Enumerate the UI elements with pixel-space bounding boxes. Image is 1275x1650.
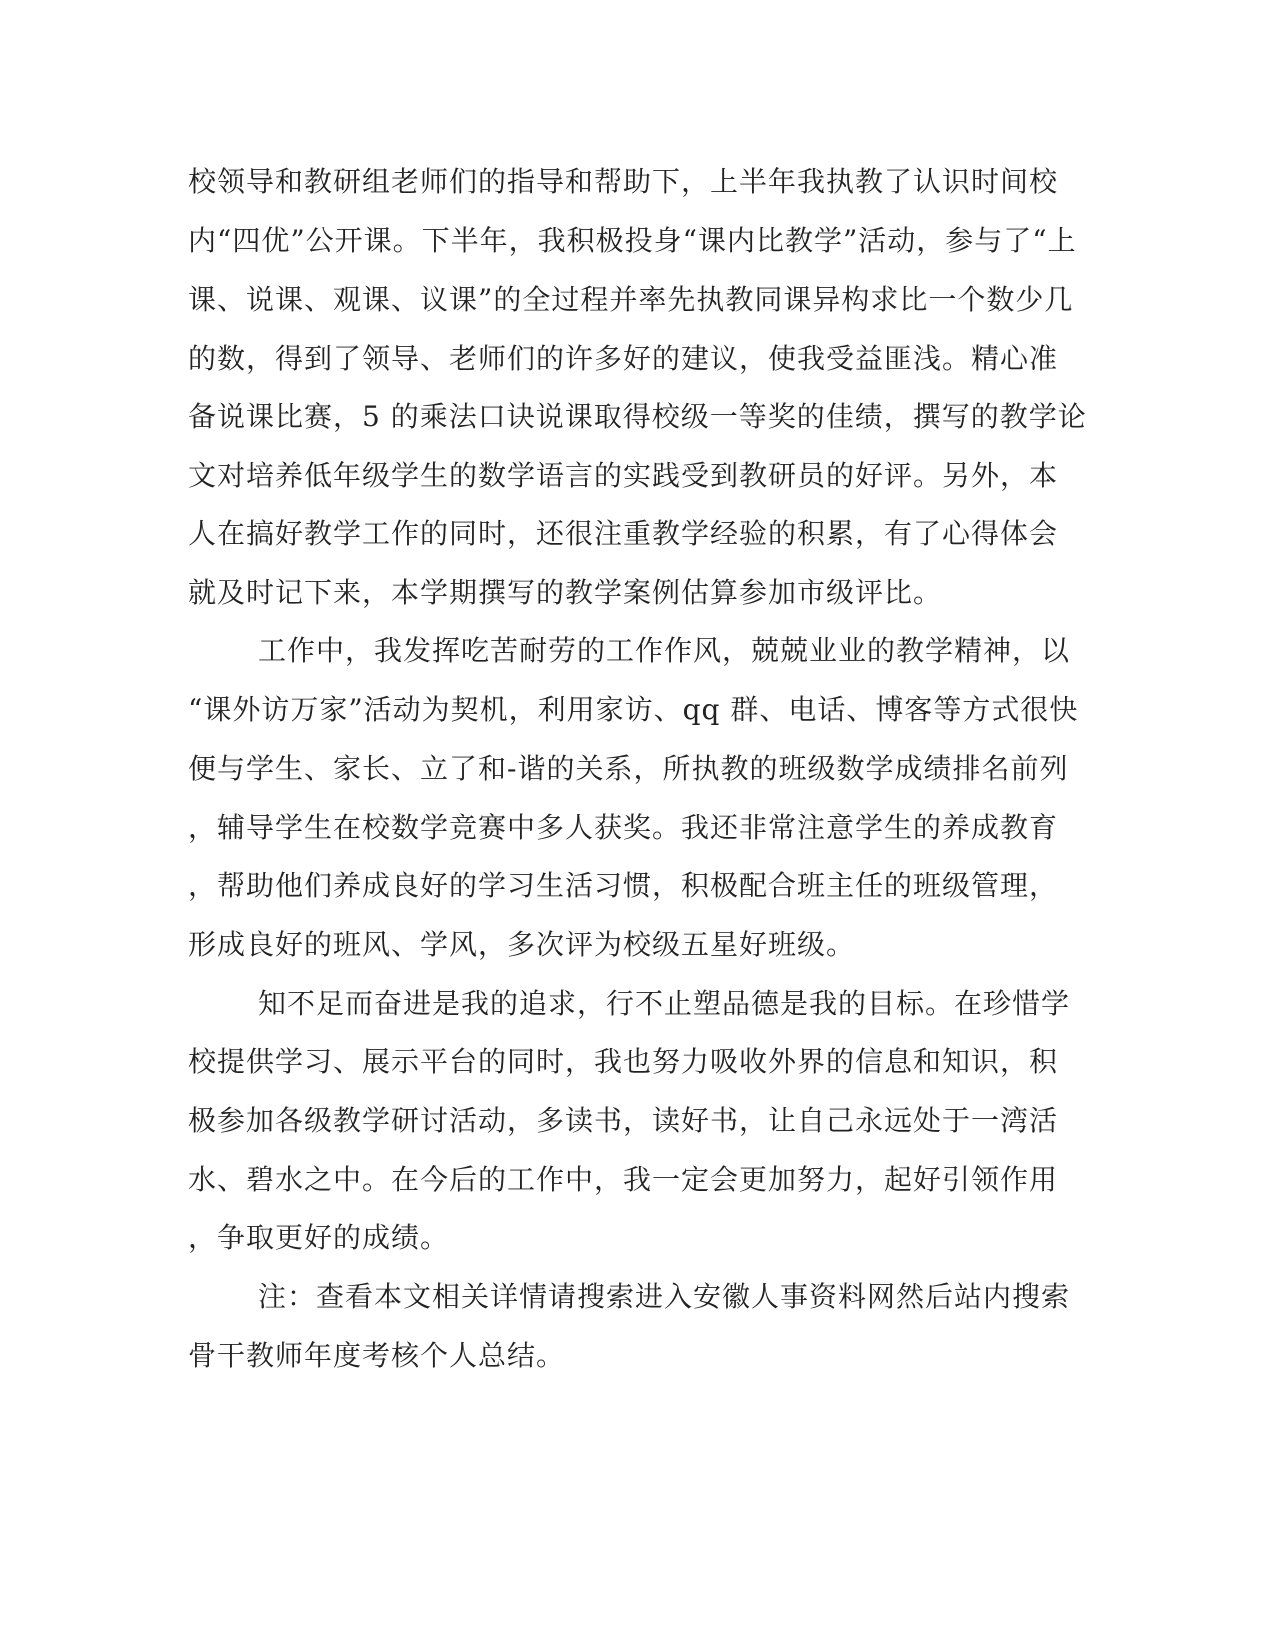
paragraph-1-line-1: 校领导和教研组老师们的指导和帮助下，上半年我执教了认识时间校 [188,165,1059,198]
paragraph-4-line-2: 骨干教师年度考核个人总结。 [188,1339,566,1372]
paragraph-2-line-6: 形成良好的班风、学风，多次评为校级五星好班级。 [188,928,856,961]
paragraph-2-line-1: 工作中，我发挥吃苦耐劳的工作作风，兢兢业业的教学精神，以 [258,634,1071,667]
paragraph-2-line-2: “课外访万家”活动为契机，利用家访、qq 群、电话、博客等方式很快 [188,693,1079,726]
paragraph-1-line-8: 就及时记下来，本学期撰写的教学案例估算参加市级评比。 [188,576,943,609]
paragraph-1-line-7: 人在搞好教学工作的同时，还很注重教学经验的积累，有了心得体会 [188,517,1059,550]
paragraph-3-line-4: 水、碧水之中。在今后的工作中，我一定会更加努力，起好引领作用 [188,1163,1059,1196]
paragraph-4-line-1: 注：查看本文相关详情请搜索进入安徽人事资料网然后站内搜索 [258,1280,1071,1313]
paragraph-2-line-4: ，辅导学生在校数学竞赛中多人获奖。我还非常注意学生的养成教育 [188,811,1059,844]
paragraph-1-line-2: 内“四优”公开课。下半年，我积极投身“课内比教学”活动，参与了“上 [188,224,1077,257]
paragraph-3-line-1: 知不足而奋进是我的追求，行不止塑品德是我的目标。在珍惜学 [258,987,1071,1020]
paragraph-1-line-4: 的数，得到了领导、老师们的许多好的建议，使我受益匪浅。精心准 [188,342,1059,375]
paragraph-2-line-3: 便与学生、家长、立了和-谐的关系，所执教的班级数学成绩排名前列 [188,752,1069,785]
paragraph-3-line-3: 极参加各级教学研讨活动，多读书，读好书，让自己永远处于一湾活 [188,1104,1059,1137]
paragraph-1-line-3: 课、说课、观课、议课”的全过程并率先执教同课异构求比一个数少几 [188,283,1074,316]
paragraph-1-line-5: 备说课比赛，5 的乘法口诀说课取得校级一等奖的佳绩，撰写的教学论 [188,400,1087,433]
paragraph-1-line-6: 文对培养低年级学生的数学语言的实践受到教研员的好评。另外，本 [188,459,1059,492]
paragraph-3-line-2: 校提供学习、展示平台的同时，我也努力吸收外界的信息和知识，积 [188,1045,1059,1078]
paragraph-2-line-5: ，帮助他们养成良好的学习生活习惯，积极配合班主任的班级管理， [188,869,1059,902]
paragraph-3-line-5: ，争取更好的成绩。 [188,1221,450,1254]
